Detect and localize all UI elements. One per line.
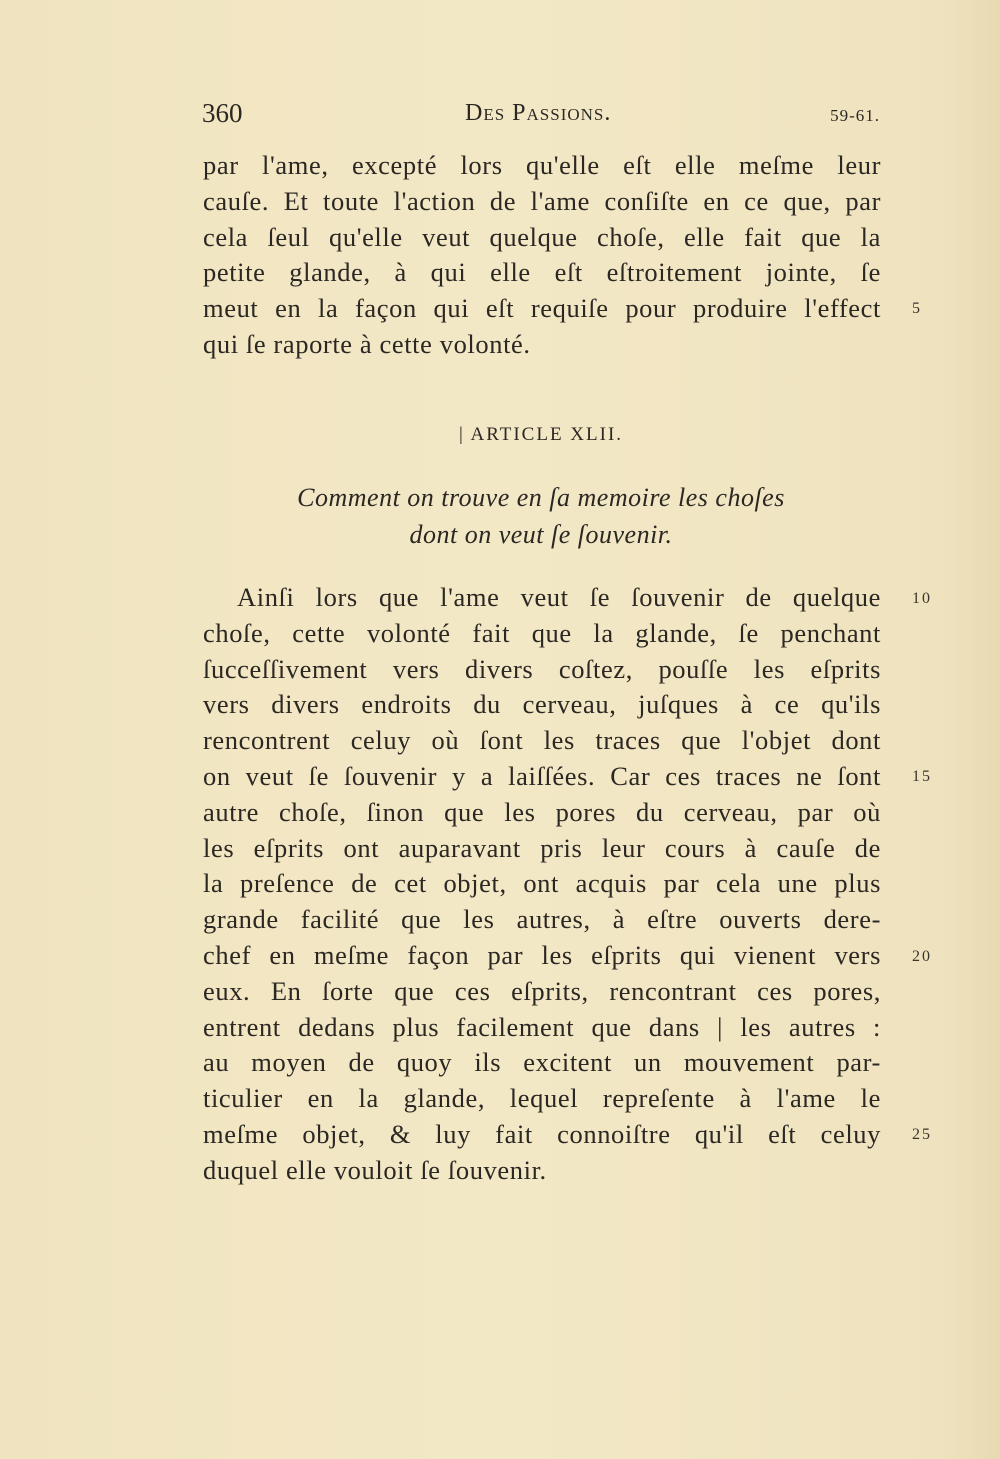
text-line: qui ſe raporte à cette volonté. [203,328,531,359]
article-title [200,479,882,553]
text-line: ticulier en la glande, lequel repreſente à l'ame le [203,1083,881,1114]
text-line: par l'ame, excepté lors qu'elle eſt elle meſme leur [203,150,881,180]
text-line: vers divers endroits du cerveau, juſques à ce qu'ils [203,689,881,720]
text-line: cauſe. Et toute l'action de l'ame conſiſte en ce que, par [203,185,881,216]
text-line: duquel elle vouloit ſe ſouvenir. [203,1154,547,1185]
text-line: on veut ſe ſouvenir y a laiſſées. Car ces traces ne ſont [203,760,881,791]
text-line: choſe, cette volonté fait que la glande, ſe penchant [203,617,881,648]
text-line: autre choſe, ſinon que les pores du cerveau, par où [203,796,881,827]
text-line: entrent dedans plus facilement que dans | les autres : [203,1011,881,1042]
page-number: 360 [202,98,243,128]
article-title-line: Comment on trouve en ſa memoire les choſes [297,483,785,512]
article-title-line: dont on veut ſe ſouvenir. [409,520,673,549]
text-line: ſucceſſivement vers divers coſtez, pouſſe les eſprits [203,653,881,684]
line-number-5: 5 [912,300,922,317]
line-number-20: 20 [912,948,932,965]
line-number-25: 25 [912,1126,932,1143]
text-line: grande facilité que les autres, à eſtre ouverts dere- [203,904,881,935]
text-line: meſme objet, & luy fait connoiſtre qu'il eſt celuy [203,1118,881,1149]
text-line: petite glande, à qui elle eſt eſtroitement jointe, ſe [203,257,881,288]
text-line: meut en la façon qui eſt requiſe pour produire l'effect [203,293,881,324]
line-number-10: 10 [912,590,932,607]
text-line: chef en meſme façon par les eſprits qui vienent vers [203,939,881,970]
text-line: cela ſeul qu'elle veut quelque choſe, elle fait que la [203,221,881,252]
text-line: Ainſi lors que l'ame veut ſe ſouvenir de quelque [237,582,881,612]
text-line: eux. En ſorte que ces eſprits, rencontrant ces pores, [203,975,881,1006]
text-line: la preſence de cet objet, ont acquis par cela une plus [203,868,881,899]
running-title: Des Passions. [465,100,612,126]
article-body [203,580,881,1189]
text-line: les eſprits ont auparavant pris leur cours à cauſe de [203,832,881,863]
text-line: rencontrent celuy où ſont les traces que l'objet dont [203,725,881,756]
line-number-15: 15 [912,768,932,785]
paragraph-continuation [203,148,881,363]
page-header [200,98,882,138]
text-line: au moyen de quoy ils excitent un mouvement par- [203,1047,881,1078]
article-heading: | ARTICLE XLII. [458,424,624,445]
section-range: 59-61. [830,106,880,125]
